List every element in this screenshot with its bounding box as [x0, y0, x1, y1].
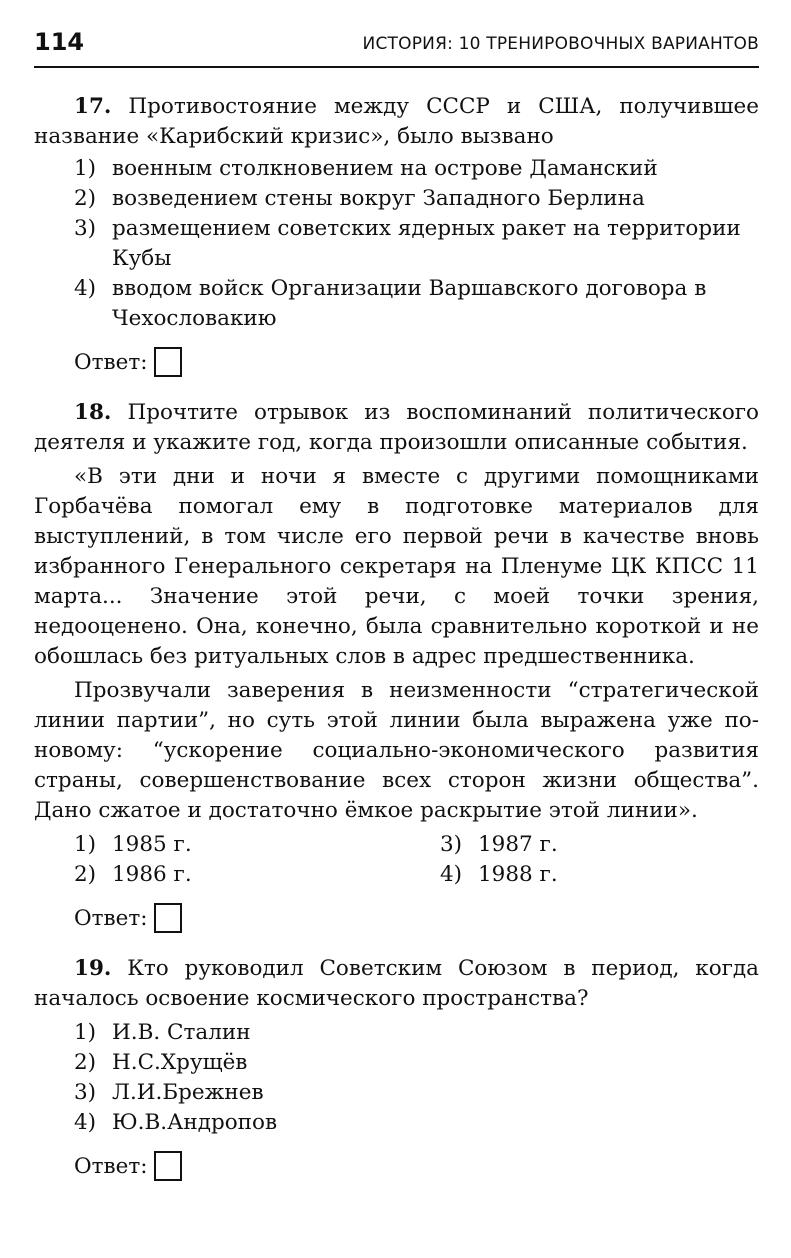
question-19-options — [74, 1018, 759, 1138]
option — [74, 830, 440, 860]
option-text: 1988 г. — [478, 862, 558, 887]
option — [74, 860, 440, 890]
option — [74, 1108, 759, 1138]
option-number: 4) — [440, 862, 463, 887]
question-17-text — [34, 92, 759, 152]
question-18-options — [74, 830, 759, 890]
question-17-body: Противостояние между СССР и США, получившее название «Карибский кризис», было вызвано — [34, 94, 759, 149]
option-number: 2) — [74, 1050, 97, 1075]
question-17-options — [74, 154, 759, 334]
option-number: 1) — [74, 1020, 97, 1045]
question-17-number: 17. — [74, 94, 112, 119]
option-number: 3) — [74, 216, 97, 241]
question-18-number: 18. — [74, 400, 112, 425]
question-19-text — [34, 954, 759, 1014]
option-number: 1) — [74, 832, 97, 857]
question-19-body: Кто руководил Советским Союзом в период, когда началось освоение космического пространства? — [34, 956, 759, 1011]
answer-box[interactable] — [154, 1151, 182, 1181]
option — [74, 1078, 759, 1108]
question-17 — [34, 92, 759, 378]
option-text: возведением стены вокруг Западного Берлина — [112, 186, 645, 211]
answer-label: Ответ: — [74, 905, 148, 931]
option-number: 4) — [74, 1110, 97, 1135]
page-content — [34, 92, 759, 1182]
question-18-body: Прочтите отрывок из воспоминаний политического деятеля и укажите год, когда произошли описанные события. — [34, 400, 759, 455]
option-text: 1987 г. — [478, 832, 558, 857]
quote-paragraph-2: Прозвучали заверения в неизменности “стратегической линии партии”, но суть этой линии была выражена уже по-новому: “ускорение социально-экономического развития страны, совершенствование всех сторон жизни общества”. Дано сжатое и достаточно ёмкое раскрытие этой линии». — [34, 678, 759, 823]
option-text: вводом войск Организации Варшавского договора в Чехословакию — [112, 276, 707, 331]
option — [74, 154, 759, 184]
answer-label: Ответ: — [74, 1153, 148, 1179]
question-18-answer — [74, 902, 759, 934]
question-19-number: 19. — [74, 956, 112, 981]
question-19 — [34, 954, 759, 1182]
option-number: 4) — [74, 276, 97, 301]
answer-box[interactable] — [154, 347, 182, 377]
option — [74, 184, 759, 214]
question-18 — [34, 398, 759, 934]
option-number: 1) — [74, 156, 97, 181]
option-number: 2) — [74, 862, 97, 887]
option-number: 2) — [74, 186, 97, 211]
option-text: военным столкновением на острове Даманский — [112, 156, 658, 181]
option-number: 3) — [74, 1080, 97, 1105]
running-title: ИСТОРИЯ: 10 ТРЕНИРОВОЧНЫХ ВАРИАНТОВ — [362, 34, 759, 54]
option — [74, 1048, 759, 1078]
option — [74, 1018, 759, 1048]
quote-paragraph-1: «В эти дни и ночи я вместе с другими помощниками Горбачёва помогал ему в подготовке материалов для выступлений, в том числе его первой речи в качестве вновь избранного Генерального секретаря на Пленуме ЦК КПСС 11 марта... Значение этой речи, с моей точки зрения, недооценено. Она, конечно, была сравнительно короткой и не обошлась без ритуальных слов в адрес предшественника. — [34, 464, 759, 669]
question-18-text — [34, 398, 759, 458]
option-text: И.В. Сталин — [112, 1020, 251, 1045]
answer-label: Ответ: — [74, 349, 148, 375]
option-text: Ю.В.Андропов — [112, 1110, 278, 1135]
option-text: размещением советских ядерных ракет на территории Кубы — [112, 216, 741, 271]
option-text: 1986 г. — [112, 862, 192, 887]
page-header — [34, 26, 759, 68]
option — [440, 860, 740, 890]
answer-box[interactable] — [154, 903, 182, 933]
option-text: Н.С.Хрущёв — [112, 1050, 248, 1075]
option — [74, 214, 759, 274]
option — [74, 274, 759, 334]
question-17-answer — [74, 346, 759, 378]
question-19-answer — [74, 1150, 759, 1182]
option-text: 1985 г. — [112, 832, 192, 857]
option — [440, 830, 740, 860]
option-number: 3) — [440, 832, 463, 857]
option-text: Л.И.Брежнев — [112, 1080, 264, 1105]
page-number: 114 — [34, 28, 85, 56]
